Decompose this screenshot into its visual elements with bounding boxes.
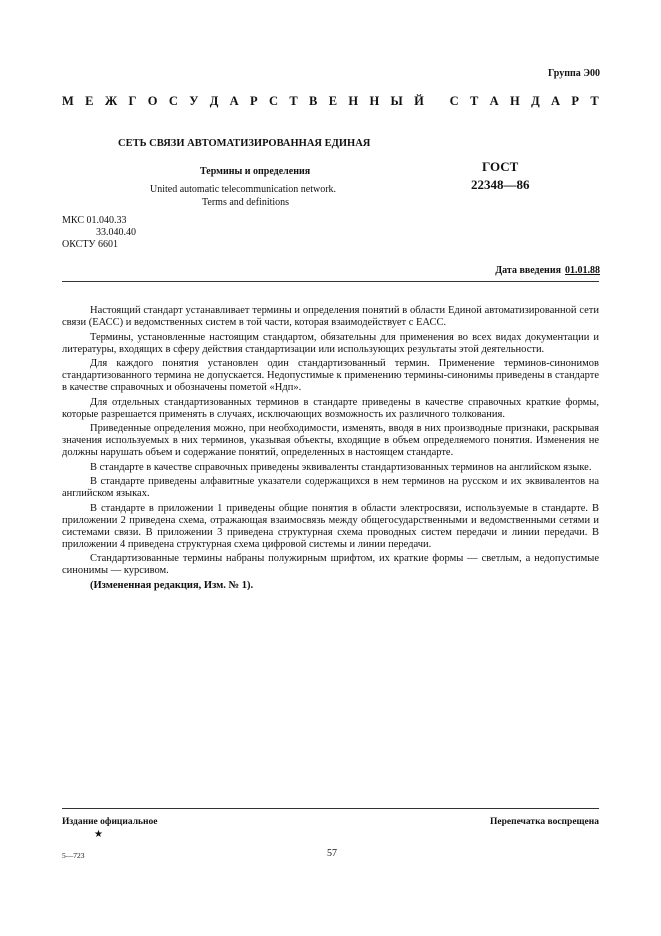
page-number: 57 — [327, 848, 337, 859]
banner-letter: А — [551, 94, 561, 108]
document-subtitle: Термины и определения — [200, 166, 311, 177]
banner-letter: М — [62, 94, 74, 108]
banner-letter: О — [147, 94, 158, 108]
banner-letter: Д — [531, 94, 540, 108]
introduction-date — [495, 265, 600, 276]
interstate-standard-banner — [62, 94, 599, 109]
official-edition-label: Издание официальное — [62, 817, 158, 827]
date-value: 01.01.88 — [565, 265, 600, 276]
paragraph: Настоящий стандарт устанавливает термины и определения понятий в области Единой автоматизированной сети связи (ЕАСС) и ведомственных систем в той части, которая взаимодействует с ЕАСС. — [62, 305, 599, 328]
paragraph: Приведенные определения можно, при необходимости, изменять, вводя в них производные признаки, раскрывая значения используемых в них терминов, указывая объекты, входящие в объем определяемого понятия. Изменения не должны нарушать объем и содержание понятий, определенных в настоящем стандарте. — [62, 423, 599, 458]
document-title: СЕТЬ СВЯЗИ АВТОМАТИЗИРОВАННАЯ ЕДИНАЯ — [118, 138, 371, 149]
paragraph: Для каждого понятия установлен один стандартизованный термин. Применение терминов-синонимов стандартизованного термина не допускается. Недопустимые к применению термины-синонимы приведены в стандарте в качестве справочных и обозначены пометой «Ндп». — [62, 358, 599, 393]
star-icon: ★ — [94, 829, 103, 840]
banner-letter: Р — [571, 94, 580, 108]
paragraph: В стандарте приведены алфавитные указатели содержащихся в нем терминов на русском и их эквивалентов на английском языках. — [62, 476, 599, 499]
english-title-line2: Terms and definitions — [202, 197, 290, 208]
header-divider — [62, 281, 599, 282]
okstu-code: ОКСТУ 6601 — [62, 239, 119, 250]
banner-letter: Н — [369, 94, 380, 108]
banner-letter: Т — [590, 94, 599, 108]
english-title-line1: United automatic telecommunication network. — [150, 184, 337, 195]
banner-letter: Т — [469, 94, 479, 108]
banner-letter: С — [168, 94, 178, 108]
banner-letter: Е — [328, 94, 338, 108]
group-label: Группа Э00 — [548, 68, 600, 79]
paragraph: Стандартизованные термины набраны полужирным шрифтом, их краткие формы — светлым, а недопустимые синонимы — курсивом. — [62, 553, 599, 576]
banner-letter: С — [269, 94, 279, 108]
banner-letter: Ы — [390, 94, 403, 108]
paragraph: В стандарте в качестве справочных приведены эквиваленты стандартизованных терминов на английском языке. — [90, 461, 592, 473]
gost-label: ГОСТ — [482, 159, 519, 174]
banner-letter: Р — [250, 94, 258, 108]
banner-letter: Й — [414, 94, 424, 108]
banner-letter: А — [229, 94, 239, 108]
paragraph: В стандарте в приложении 1 приведены общие понятия в области электросвязи, используемые в стандарте. В приложении 2 приведена схема, отражающая взаимосвязь между общегосударственными и ведомственными сетями и системами связи. В приложении 3 приведена структурная схема проводных систем передачи и линии передачи. В приложении 4 приведена структурная схема цифровой системы и линии передачи. — [62, 502, 599, 550]
paragraph: Для отдельных стандартизованных терминов в стандарте приведены в качестве справочных краткие формы, которые разрешается применять в случаях, исключающих возможность их различного толкования. — [62, 396, 599, 420]
banner-letter: Т — [289, 94, 298, 108]
amendment-note: (Измененная редакция, Изм. № 1). — [90, 579, 254, 591]
banner-letter: А — [489, 94, 499, 108]
date-label: Дата введения — [495, 265, 561, 276]
banner-letter: Е — [85, 94, 94, 108]
banner-letter: Ж — [104, 94, 118, 108]
reprint-prohibited-label: Перепечатка воспрещена — [489, 817, 599, 827]
print-code: 5—723 — [62, 851, 85, 860]
gost-number: 22348—86 — [471, 177, 530, 192]
banner-letter: У — [189, 94, 199, 108]
banner-gap — [435, 94, 438, 109]
paragraph: Термины, установленные настоящим стандартом, обязательны для применения во всех видах документации и литературы, входящих в сферу действия стандартизации или использующих результаты этой деятельности. — [62, 331, 599, 355]
banner-letter: Н — [348, 94, 359, 108]
banner-letter: В — [309, 94, 318, 108]
mks-code-line2: 33.040.40 — [96, 227, 136, 238]
banner-letter: Н — [510, 94, 520, 108]
banner-letter: Д — [209, 94, 219, 108]
banner-letter: С — [449, 94, 459, 108]
banner-letter: Г — [128, 94, 137, 108]
mks-code-line1: МКС 01.040.33 — [62, 215, 127, 226]
footer-divider — [62, 808, 599, 809]
document-body — [62, 305, 599, 594]
